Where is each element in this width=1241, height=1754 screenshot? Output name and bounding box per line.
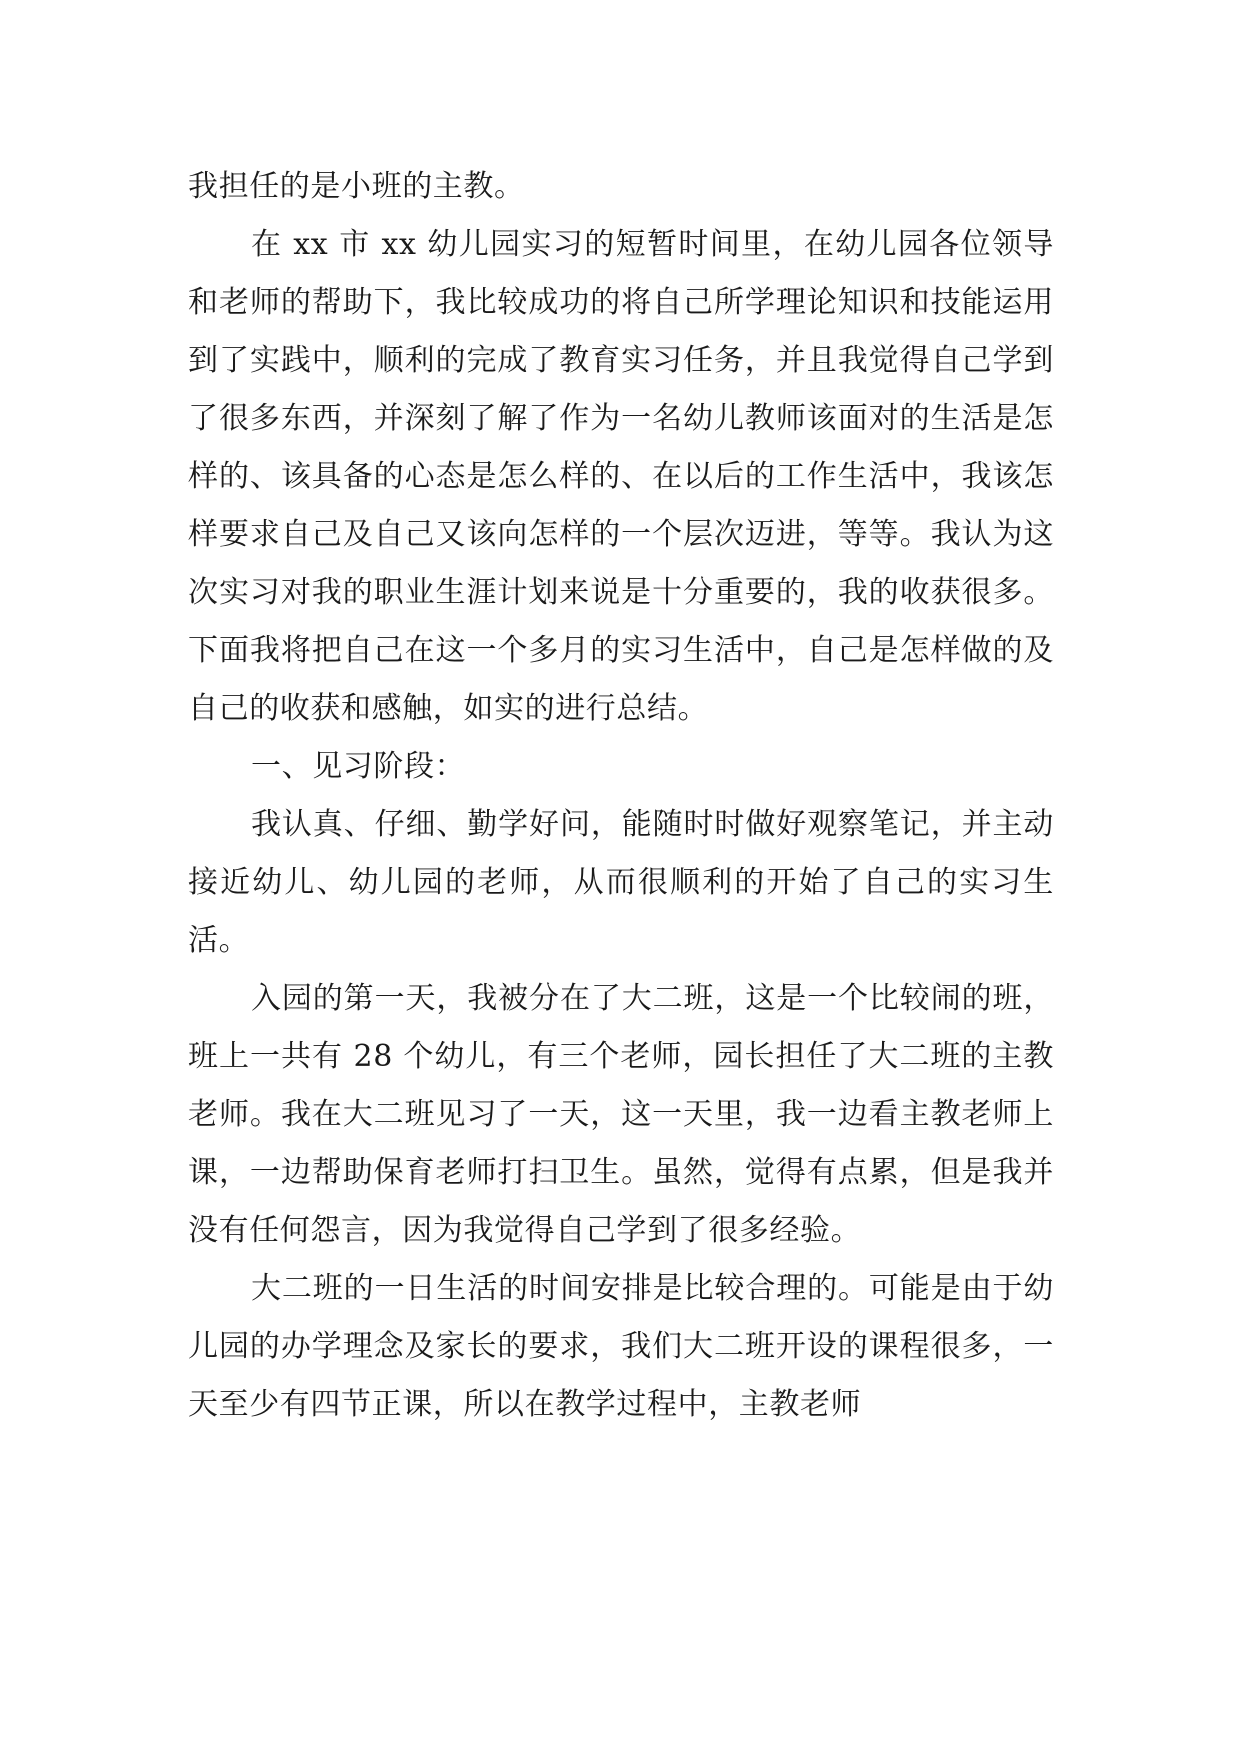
paragraph-2: 在 xx 市 xx 幼儿园实习的短暂时间里，在幼儿园各位领导和老师的帮助下，我比较成功的将自己所学理论知识和技能运用到了实践中，顺利的完成了教育实习任务，并且我觉得自己学到了很多东西，并深刻了解了作为一名幼儿教师该面对的生活是怎样的、该具备的心态是怎么样的、在以后的工作生活中，我该怎样要求自己及自己又该向怎样的一个层次迈进，等等。我认为这次实习对我的职业生涯计划来说是十分重要的，我的收获很多。下面我将把自己在这一个多月的实习生活中，自己是怎样做的及自己的收获和感触，如实的进行总结。 [188,227,1054,726]
paragraph-5: 大二班的一日生活的时间安排是比较合理的。可能是由于幼儿园的办学理念及家长的要求，我们大二班开设的课程很多，一天至少有四节正课，所以在教学过程中，主教老师 [188,1271,1054,1422]
section-heading-observation-stage: 一、见习阶段： [251,749,466,784]
paragraph-3: 我认真、仔细、勤学好问，能随时时做好观察笔记，并主动接近幼儿、幼儿园的老师，从而很顺利的开始了自己的实习生活。 [188,807,1054,958]
document-body [188,158,1054,1434]
paragraph-1: 我担任的是小班的主教。 [188,169,525,204]
paragraph-4: 入园的第一天，我被分在了大二班，这是一个比较闹的班，班上一共有 28 个幼儿，有三个老师，园长担任了大二班的主教老师。我在大二班见习了一天，这一天里，我一边看主教老师上课，一边帮助保育老师打扫卫生。虽然，觉得有点累，但是我并没有任何怨言，因为我觉得自己学到了很多经验。 [188,981,1054,1248]
